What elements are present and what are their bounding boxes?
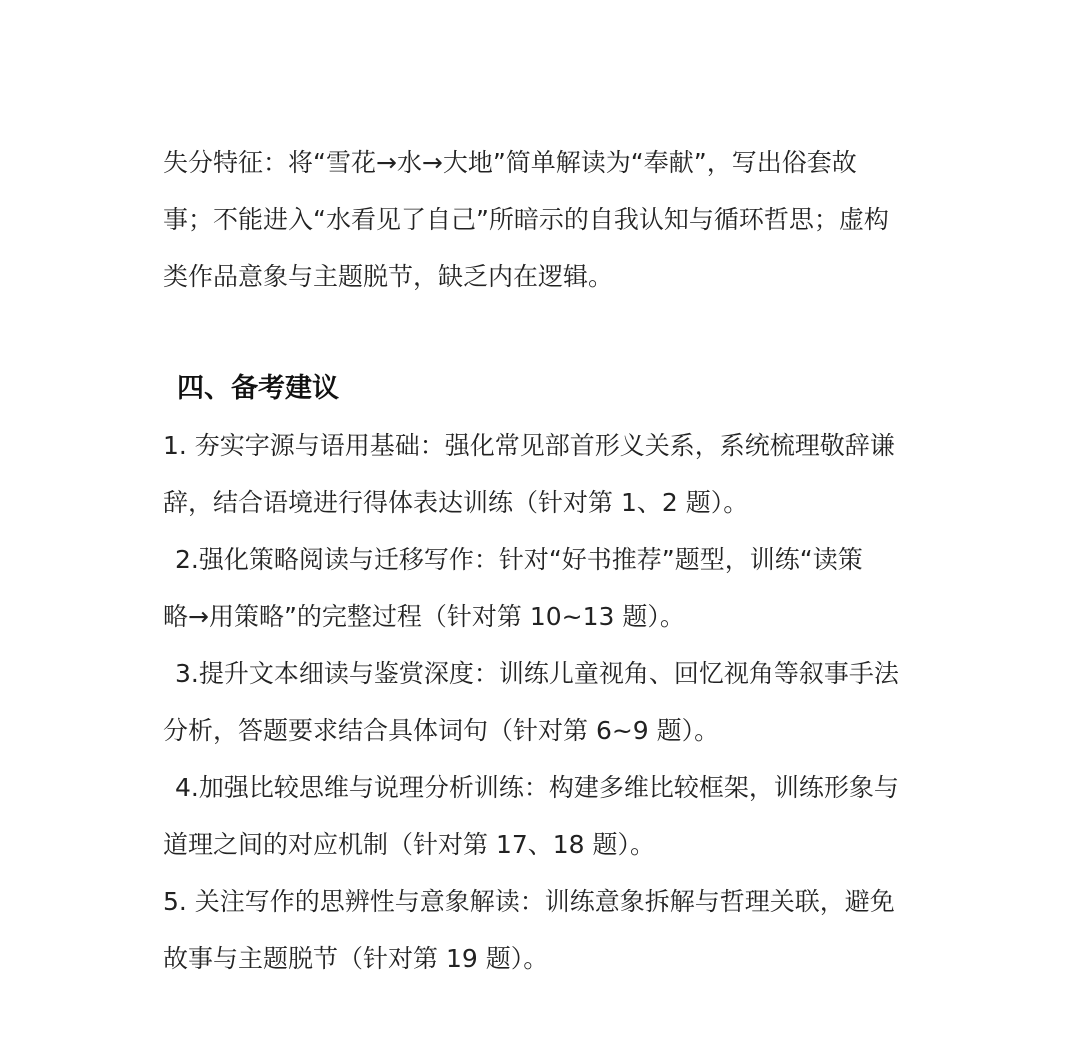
paragraph-line: 辞，结合语境进行得体表达训练（针对第 1、2 题）。	[163, 488, 749, 517]
suggestion-item-2	[163, 531, 923, 645]
paragraph-line: 1. 夯实字源与语用基础：强化常见部首形义关系，系统梳理敬辞谦	[163, 431, 895, 460]
paragraph-line: 事；不能进入“水看见了自己”所暗示的自我认知与循环哲思；虚构	[163, 205, 889, 234]
paragraph-line: 5. 关注写作的思辨性与意象解读：训练意象拆解与哲理关联，避免	[163, 887, 895, 916]
loss-features-paragraph	[163, 134, 923, 305]
paragraph-line: 失分特征：将“雪花→水→大地”简单解读为“奉献”，写出俗套故	[163, 148, 857, 177]
suggestion-item-5	[163, 873, 923, 987]
suggestion-item-3	[163, 645, 923, 759]
paragraph-line: 分析，答题要求结合具体词句（针对第 6~9 题）。	[163, 716, 720, 745]
paragraph-line: 4.加强比较思维与说理分析训练：构建多维比较框架，训练形象与	[175, 773, 899, 802]
suggestion-item-4	[163, 759, 923, 873]
section-heading: 四、备考建议	[177, 373, 339, 404]
paragraph-line: 略→用策略”的完整过程（针对第 10~13 题）。	[163, 602, 685, 631]
paragraph-line: 故事与主题脱节（针对第 19 题）。	[163, 944, 549, 973]
paragraph-line: 3.提升文本细读与鉴赏深度：训练儿童视角、回忆视角等叙事手法	[175, 659, 899, 688]
paragraph-line: 道理之间的对应机制（针对第 17、18 题）。	[163, 830, 656, 859]
paragraph-line: 2.强化策略阅读与迁移写作：针对“好书推荐”题型，训练“读策	[175, 545, 863, 574]
suggestion-item-1	[163, 417, 923, 531]
paragraph-line: 类作品意象与主题脱节，缺乏内在逻辑。	[163, 262, 614, 291]
